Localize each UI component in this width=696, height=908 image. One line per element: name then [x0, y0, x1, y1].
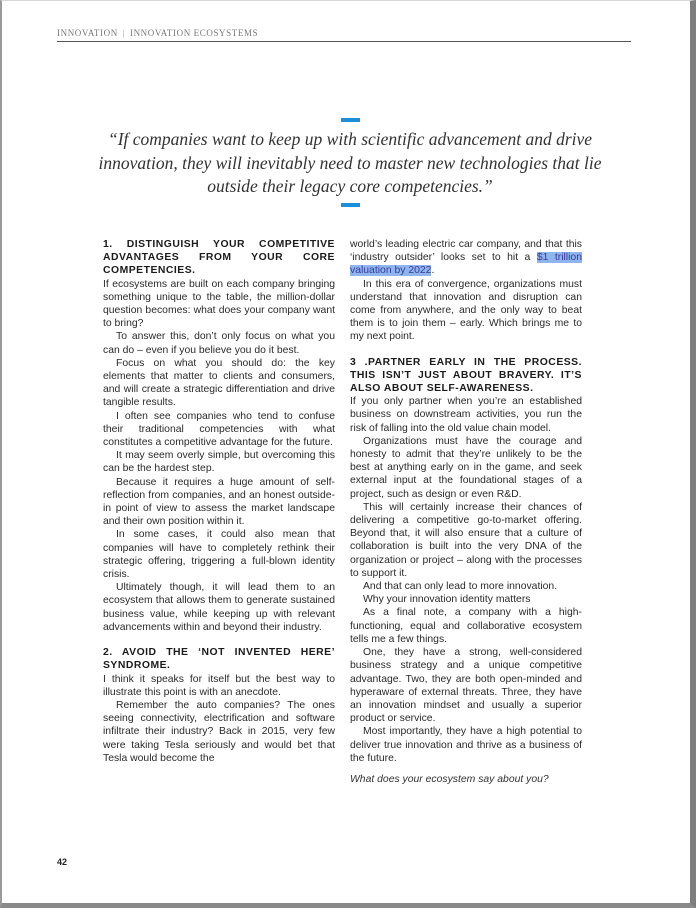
page-number: 42 — [57, 857, 68, 867]
section3-paragraph: One, they have a strong, well-considered business strategy and a unique competitive advantage. Two, they are both open-minded and hyperaware of external threats. Three, they have an innovation mindset and usually a superior product or service. — [350, 647, 582, 725]
section3-paragraph: Organizations must have the courage and honesty to admit that they’re unlikely to be the best at anything early on in the game, and seek external input at the foundational stages of a project, such as design or even R&D. — [350, 435, 582, 500]
closing-question: What does your ecosystem say about you? — [350, 773, 549, 785]
section-spacer — [103, 634, 335, 646]
continuation-text: world’s leading electric car company, and that this ‘industry outsider’ looks set to hit a — [350, 239, 582, 264]
section1-paragraph: It may seem overly simple, but overcoming this can be the hardest step. — [103, 450, 335, 475]
right-column — [350, 238, 582, 786]
section1-paragraph: I often see companies who tend to confuse their traditional competencies with what constitutes a competitive advantage for the future. — [103, 410, 335, 449]
accent-bar-bottom — [341, 203, 360, 207]
section2-heading: 2. AVOID THE ‘NOT INVENTED HERE’ SYNDROME. — [103, 647, 335, 672]
running-header — [57, 28, 631, 42]
section1-paragraph: To answer this, don’t only focus on what you can do – even if you believe you do it best. — [103, 331, 335, 356]
accent-bar-top — [341, 118, 360, 122]
section1-paragraph: In some cases, it could also mean that companies will have to completely rethink their strategic offering, triggering a full-blown identity crisis. — [103, 529, 335, 581]
section1-paragraph: Ultimately though, it will lead them to an ecosystem that allows them to generate sustained business value, while keeping up with relevant advancements within and beyond their industry. — [103, 582, 335, 633]
closing-spacer — [350, 765, 582, 773]
section3-paragraph: Most importantly, they have a high potential to deliver true innovation and thrive as a business of the future. — [350, 726, 582, 764]
section1-paragraph: Because it requires a huge amount of self-reflection from companies, and an honest outside-in point of view to assess the market landscape and their own position within it. — [103, 476, 335, 528]
section3-paragraph: If you only partner when you’re an established business on downstream activities, you run the risk of falling into the old value chain model. — [350, 396, 582, 434]
section3-paragraph: As a final note, a company with a high-functioning, equal and collaborative ecosystem tells me a few things. — [350, 607, 582, 645]
continuation-end: . — [431, 265, 435, 277]
highlighted-text[interactable]: $1 trillion valuation by 2022 — [350, 252, 582, 277]
section3-subheading: Why your innovation identity matters — [363, 594, 531, 606]
section3-paragraph: And that can only lead to more innovation. — [363, 581, 558, 593]
section3-paragraph: This will certainly increase their chances of delivering a competitive go-to-market offering. Beyond that, it will also ensure that a culture of collaboration is built into the very DNA of the organization or project – along with the processes to support it. — [350, 501, 582, 579]
section1-heading: 1. DISTINGUISH YOUR COMPETITIVE ADVANTAGES FROM YOUR CORE COMPETENCIES. — [103, 239, 335, 277]
header-section: INNOVATION — [57, 28, 118, 38]
section2-paragraph: I think it speaks for itself but the best way to illustrate this point is with an anecdote. — [103, 673, 335, 698]
section1-paragraph: Focus on what you should do: the key elements that matter to clients and consumers, and will create a strategic differentiation and drive tangible results. — [103, 357, 335, 409]
pull-quote: “If companies want to keep up with scientific advancement and drive innovation, they will inevitably need to master new technologies that lie outside their legacy core competencies.” — [98, 129, 602, 196]
continuation-paragraph — [350, 238, 582, 278]
section-spacer — [350, 344, 582, 356]
header-separator: | — [122, 28, 126, 38]
convergence-paragraph: In this era of convergence, organizations must understand that innovation and disruption can come from anywhere, and the only way to beat them is to join them – early. Which brings me to my next point. — [350, 278, 582, 343]
header-subsection: INNOVATION ECOSYSTEMS — [129, 28, 259, 38]
left-column — [103, 238, 335, 765]
section3-heading: 3 .PARTNER EARLY IN THE PROCESS. THIS ISN’T JUST ABOUT BRAVERY. IT’S ALSO ABOUT SELF-AWARENESS. — [350, 356, 582, 395]
section1-paragraph: If ecosystems are built on each company bringing something unique to the table, the million-dollar question becomes: what does your company want to bring? — [103, 278, 335, 330]
section2-paragraph: Remember the auto companies? The ones seeing connectivity, electrification and software infiltrate their industry? Back in 2015, very few were taking Tesla seriously and would bet that Tesla would become the — [103, 699, 335, 764]
